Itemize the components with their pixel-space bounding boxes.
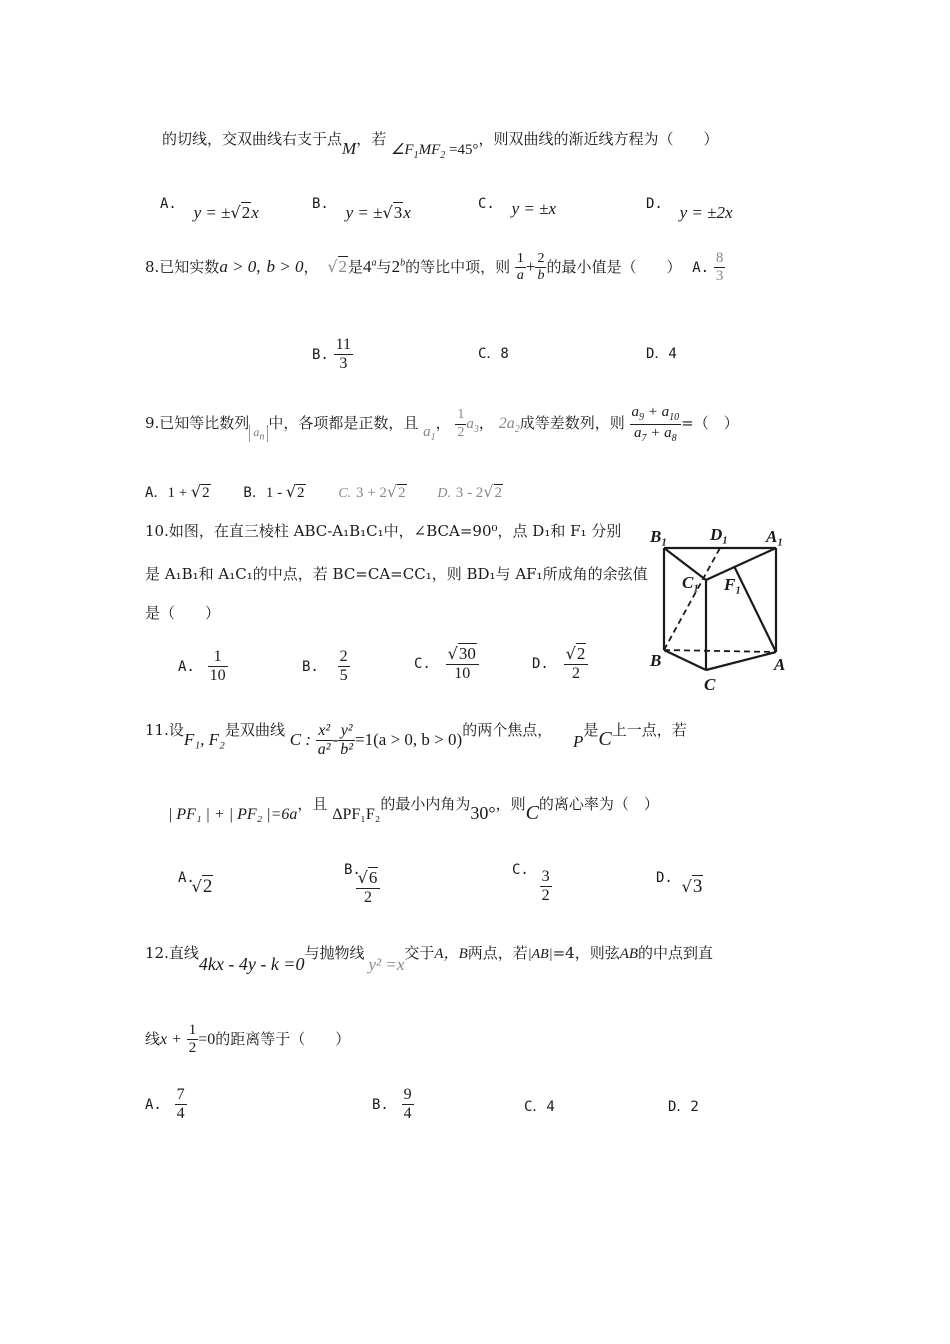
q12-stem-2: 线x + $\frac{1}{2}$ =0的距离等于（ ） xyxy=(145,1022,351,1057)
hidden-segment-b-d1 xyxy=(664,548,720,650)
q7-stem xyxy=(162,128,719,161)
edge-b-c xyxy=(664,650,706,670)
q11-foci: F₁, F₂ xyxy=(183,729,225,749)
q11-sum-condition: | PF₁ | + | PF₂ |=6a xyxy=(168,806,298,823)
q12-parabola: y² =x xyxy=(368,955,405,974)
label-d1: D₁ xyxy=(710,525,729,544)
q9-options xyxy=(145,482,503,502)
q8-option-a-value: $\frac{8}{3}$ xyxy=(715,250,724,285)
q7-option-c[interactable]: C. y = ±x xyxy=(478,196,557,218)
q10-option-d[interactable]: D. $\frac{√2}{2}$ xyxy=(532,644,588,684)
q9-sequence: $a_n$ xyxy=(249,425,268,442)
q12-stem: 12.直线4kx - 4y - k =0与抛物线y² =x交于A，B两点，若|AB|=4，则弦AB的中点到直 xyxy=(145,944,714,974)
label-f1: F₁ xyxy=(724,575,742,594)
q10-option-c[interactable]: C. $\frac{√30}{10}$ xyxy=(414,644,479,684)
q8-stem: 8.已知实数a > 0, b > 0， √2是4$^a$与2$^b$的等比中项，则 $\frac{1}{a}$ + $\frac{2}{b}$ 的最小值是（ ） A. $\frac{8}{3}$ xyxy=(145,250,724,285)
q7-text-tail: ，则双曲线的渐近线方程为（ ） xyxy=(478,130,719,148)
q8-option-a-label[interactable]: A. xyxy=(692,259,710,276)
q10-line-1: 10.如图，在直三棱柱 ABC-A₁B₁C₁中，∠BCA=90⁰，点 D₁和 F₁ 分别 xyxy=(145,522,622,540)
q11-option-d[interactable]: D. √3 xyxy=(656,870,703,897)
q9-option-b[interactable]: B．1 - √2 xyxy=(243,482,305,501)
q7-point-m: M xyxy=(342,139,357,158)
q10-option-b[interactable]: B. $\frac{2}{5}$ xyxy=(302,648,348,685)
q7-text: 的切线，交双曲线右支于点 xyxy=(162,130,343,148)
q9-2a2: $2a_2$ xyxy=(498,415,520,436)
q8-sqrt2: √2 xyxy=(327,256,348,276)
q12-half: $\frac{1}{2}$ xyxy=(188,1022,197,1057)
q9-option-c[interactable]: C. 3 + 2√2 xyxy=(338,482,406,501)
label-a1: A₁ xyxy=(766,527,784,546)
q11-condition: =1(a > 0, b > 0) xyxy=(355,729,463,749)
q10-line-2: 是 A₁B₁和 A₁C₁的中点，若 BC=CA=CC₁，则 BD₁与 AF₁所成角的余弦值 xyxy=(145,565,648,583)
q11-option-b[interactable]: B. $\frac{√6}{2}$ xyxy=(344,862,390,902)
q8-power-2b: 2$^b$ xyxy=(391,256,406,276)
q7-option-a[interactable]: A. y = ±√2x xyxy=(160,196,259,222)
edge-c-a xyxy=(706,652,776,670)
q7-option-d[interactable]: D. y = ±2x xyxy=(646,196,733,222)
q8-option-d[interactable]: D．4 xyxy=(646,346,677,362)
q9-stem: 9.已知等比数列 $a_n$中，各项都是正数，且 $a_1$， $\frac{1}{2}$ $a_3$， $2a_2$成等差数列，则 $\frac{a_9 + a_{10}}{a_7 + a_8}$ =（ ） xyxy=(145,404,739,444)
prism-figure xyxy=(648,522,798,698)
q12-option-d[interactable]: D．2 xyxy=(668,1099,699,1115)
q8-option-b[interactable]: B. $\frac{11}{3}$ xyxy=(312,336,352,373)
label-a: A xyxy=(774,655,786,674)
hidden-edge-b-a xyxy=(664,650,776,652)
q11-frac-x: $\frac{\text{x²}}{\text{a²}}$ xyxy=(317,722,331,759)
q8-frac-1a: $\frac{1}{a}$ xyxy=(516,251,524,284)
q11-angle: 30° xyxy=(470,803,496,823)
q9-option-a[interactable]: A．1 + √2 xyxy=(145,482,210,501)
q7-option-b[interactable]: B. y = ±√3x xyxy=(312,196,411,222)
q9-option-d[interactable]: D. 3 - 2√2 xyxy=(437,482,502,501)
q11-option-a[interactable]: A. √2 xyxy=(178,870,213,897)
q12-option-b[interactable]: B. $\frac{9}{4}$ xyxy=(372,1086,412,1123)
q7-text-ruo: ，若 xyxy=(356,130,387,148)
label-c1: C₁ xyxy=(682,573,700,592)
q10-line-3: 是（ ） xyxy=(145,604,221,622)
q8-frac-2b: $\frac{2}{b}$ xyxy=(537,251,545,284)
q9-half: $\frac{1}{2}$ xyxy=(457,407,465,440)
label-b1: B₁ xyxy=(650,527,668,546)
q11-triangle: ΔPF₁F₂ xyxy=(332,806,381,823)
q8-option-c[interactable]: C．8 xyxy=(478,346,509,362)
q12-option-a[interactable]: A. $\frac{7}{4}$ xyxy=(145,1086,185,1123)
q11-curve-name: C : xyxy=(289,729,311,749)
q8-power-4a: 4$^a$ xyxy=(363,256,377,276)
q9-ratio: $\frac{a_9 + a_{10}}{a_7 + a_8}$ xyxy=(631,404,680,444)
q11-stem: 11.设F₁, F₂是双曲线 C : $\frac{\text{x²}}{\text{a²}}$ - $\frac{\text{y²}}{\text{b²}}$ =1(a > 0, b > 0)的两个焦点， P是C上一点，若 xyxy=(145,720,687,759)
label-c: C xyxy=(704,675,716,694)
q11-frac-y: $\frac{\text{y²}}{\text{b²}}$ xyxy=(340,722,354,759)
q9-a3: $a_3$ xyxy=(466,416,479,435)
q7-angle: $\angle F_1MF_2 =45^\circ$ xyxy=(390,142,479,161)
q11-option-c[interactable]: C. $\frac{3}{2}$ xyxy=(512,862,550,905)
q11-stem-2: | PF₁ | + | PF₂ |=6a，且 ΔPF₁F₂的最小内角为30°，则C的离心率为（ ） xyxy=(168,795,659,824)
q9-a1: $a_1$ xyxy=(423,424,436,443)
label-b: B xyxy=(650,651,662,670)
q10-option-a[interactable]: A. $\frac{1}{10}$ xyxy=(178,648,226,685)
q12-option-c[interactable]: C．4 xyxy=(524,1099,555,1115)
q12-line-equation: 4kx - 4y - k =0 xyxy=(198,954,305,974)
